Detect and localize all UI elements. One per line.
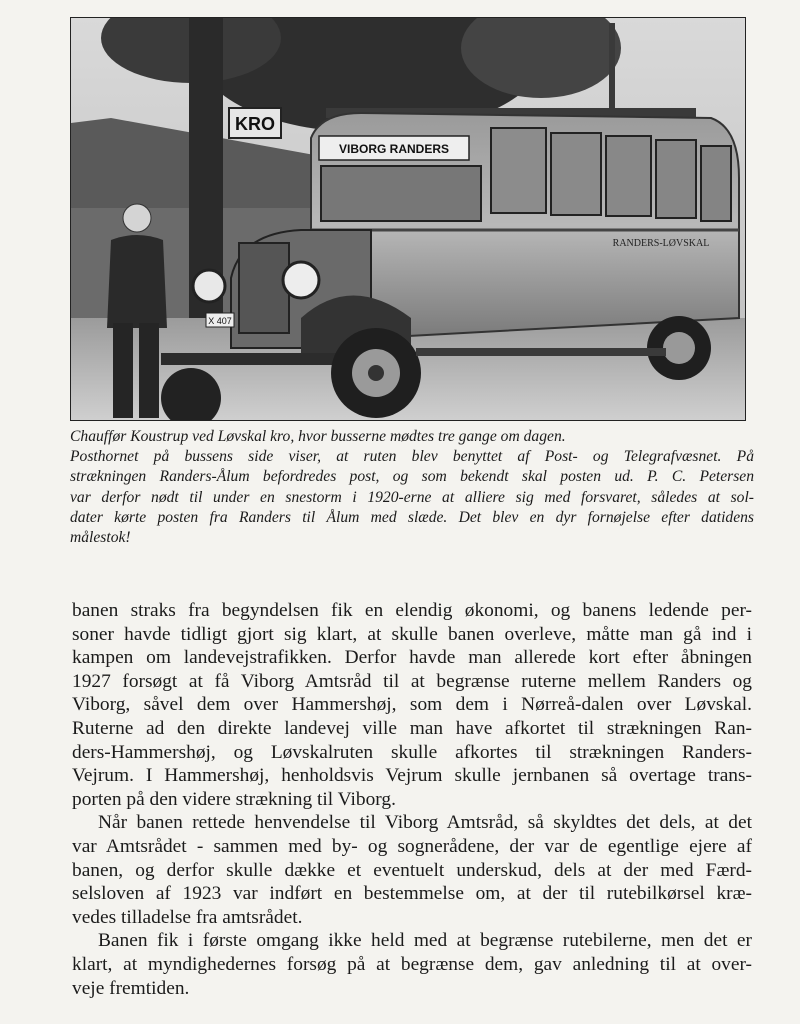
text-line: Vejrum. I Hammershøj, henholdsvis Vejrum skulle jernbanen så overtage trans- <box>72 765 752 787</box>
paragraph-3 <box>72 929 752 1000</box>
text-line: var Amtsrådet - sammen med by- og sognerådene, der var de egentlige ejere af <box>72 835 752 857</box>
paragraph-1 <box>72 599 752 811</box>
caption-line: målestok! <box>70 529 131 547</box>
text-line: 1927 forsøgt at få Viborg Amtsråd til at begrænse ruterne mellem Randers og <box>72 670 752 692</box>
text-line: Når banen rettede henvendelse til Viborg Amtsråd, så skyldtes det dels, at det <box>98 812 752 834</box>
caption-line: var derfor nødt til under en snestorm i 1920-erne at alliere sig med forsvaret, således at sol- <box>70 488 754 506</box>
caption-line: strækningen Randers-Ålum befordredes post, og som bekendt skal posten ud. P. C. Petersen <box>70 468 754 486</box>
text-line: Ruterne ad den direkte landevej ville man have afkortet til strækningen Ran- <box>72 717 752 739</box>
text-line: klart, at myndighedernes forsøg på at begrænse dem, gav anledning til at over- <box>72 953 752 975</box>
text-line: porten på den videre strækning til Viborg. <box>72 788 396 810</box>
photo-caption <box>70 427 754 548</box>
text-line: Banen fik i første omgang ikke held med at begrænse rutebilerne, men det er <box>98 930 752 952</box>
text-line: banen straks fra begyndelsen fik en elendig økonomi, og banens ledende per- <box>72 600 752 621</box>
text-line: veje fremtiden. <box>72 977 190 999</box>
bus-photo-illustration <box>71 18 745 420</box>
caption-line: dater kørte posten fra Randers til Ålum med slæde. Det blev en dyr fornøjelse efter datidens <box>70 508 754 526</box>
caption-line: Posthornet på bussens side viser, at ruten blev benyttet af Post- og Telegrafvæsnet. På <box>70 448 754 466</box>
text-line: vedes tilladelse fra amtsrådet. <box>72 906 303 928</box>
license-plate: X 407 <box>208 316 232 326</box>
text-line: kampen om landevejstrafikken. Derfor havde man allerede kort efter åbningen <box>72 647 752 669</box>
bus-photograph <box>70 17 746 421</box>
text-line: soner havde tidligt gjort sig klart, at skulle banen overleve, måtte man gå ind i <box>72 623 752 645</box>
bus-side-text: RANDERS-LØVSKAL <box>612 238 710 249</box>
kro-sign-text: KRO <box>235 114 275 134</box>
caption-line: Chauffør Koustrup ved Løvskal kro, hvor busserne mødtes tre gange om dagen. <box>70 428 566 445</box>
text-line: banen, og derfor skulle dække et eventuelt underskud, dels at der med Færd- <box>72 859 752 881</box>
text-line: selsloven af 1923 var indført en bestemmelse om, at der til rutebilkørsel kræ- <box>72 883 752 905</box>
radiator-grille <box>239 243 289 333</box>
destination-board-text: VIBORG RANDERS <box>338 142 450 156</box>
text-line: Viborg, såvel dem over Hammershøj, som dem i Nørreå-dalen over Løvskal. <box>72 694 752 716</box>
text-line: ders-Hammershøj, og Løvskalruten skulle afkortes til strækningen Randers- <box>72 741 752 763</box>
paragraph-2 <box>72 811 752 929</box>
body-text <box>72 599 752 1000</box>
